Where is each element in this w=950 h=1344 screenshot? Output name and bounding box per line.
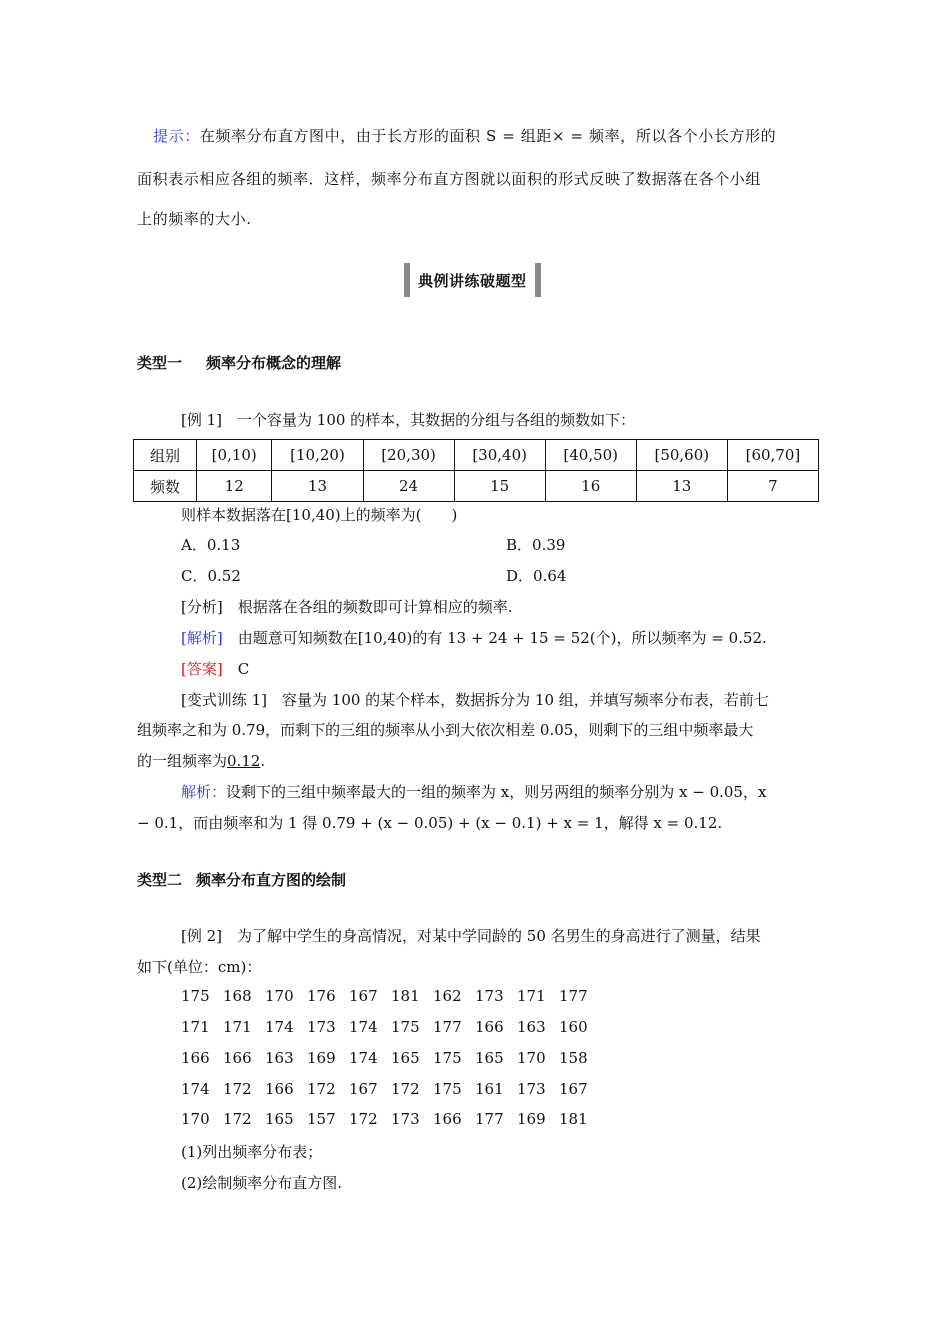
data-value: 163 [265, 1049, 294, 1067]
table-cell: [30,40) [454, 440, 545, 471]
section1-prefix: 类型一 [137, 354, 183, 372]
height-data-row [181, 1080, 601, 1098]
data-value: 165 [265, 1110, 294, 1128]
data-value: 175 [433, 1049, 462, 1067]
data-value: 181 [391, 987, 420, 1005]
height-data-row [181, 1049, 601, 1067]
solution-text: 由题意可知频数在[10,40)的有 13 + 24 + 15 = 52(个)，所以频率为 = 0.52. [222, 629, 767, 647]
data-value: 171 [223, 1018, 252, 1036]
data-value: 175 [391, 1018, 420, 1036]
data-value: 169 [307, 1049, 336, 1067]
table-row-counts [134, 471, 819, 502]
option-c: C．0.52 [181, 567, 241, 585]
table-cell: 15 [454, 471, 545, 502]
table-cell: 13 [272, 471, 363, 502]
variant1-line-2: 组频率之和为 0.79，而剩下的三组的频率从小到大依次相差 0.05，则剩下的三组中频率最大 [137, 721, 754, 739]
option-d: D．0.64 [506, 567, 567, 585]
height-data-row [181, 1110, 601, 1128]
hint-line-3: 上的频率的大小. [137, 210, 252, 228]
option-b: B．0.39 [506, 536, 566, 554]
data-value: 157 [307, 1110, 336, 1128]
data-value: 173 [307, 1018, 336, 1036]
data-value: 166 [475, 1018, 504, 1036]
table-cell: [20,30) [363, 440, 454, 471]
variant1-solution-label: 解析： [181, 783, 227, 801]
table-cell: 7 [727, 471, 818, 502]
table-cell: [40,50) [545, 440, 636, 471]
variant1-solution-line-1 [181, 781, 817, 803]
answer-text: C [222, 660, 250, 678]
hint-line-2: 面积表示相应各组的频率．这样，频率分布直方图就以面积的形式反映了数据落在各个小组 [137, 170, 762, 188]
data-value: 167 [349, 987, 378, 1005]
section2-title [137, 869, 346, 890]
table-cell: 24 [363, 471, 454, 502]
data-value: 162 [433, 987, 462, 1005]
data-value: 172 [223, 1080, 252, 1098]
example1-intro: [例 1] 一个容量为 100 的样本，其数据的分组与各组的频数如下： [181, 411, 636, 429]
table-cell: [60,70] [727, 440, 818, 471]
analysis-label: [分析] [181, 598, 223, 616]
hint-line-1 [137, 125, 817, 147]
solution-label: [解析] [181, 629, 223, 647]
table-row-groups [134, 440, 819, 471]
data-value: 181 [559, 1110, 588, 1128]
data-value: 158 [559, 1049, 588, 1067]
data-value: 165 [475, 1049, 504, 1067]
data-value: 165 [391, 1049, 420, 1067]
section1-heading: 频率分布概念的理解 [206, 354, 342, 372]
frequency-table [133, 439, 819, 502]
variant1-line3-suffix: . [260, 752, 266, 770]
hint-line1-text: 在频率分布直方图中，由于长方形的面积 S = 组距× = 频率，所以各个小长方形的 [199, 127, 777, 145]
section2-heading: 频率分布直方图的绘制 [196, 871, 347, 889]
banner-title: 典例讲练破题型 [418, 271, 527, 290]
table-cell: [10,20) [272, 440, 363, 471]
data-value: 166 [433, 1110, 462, 1128]
table-header-group: 组别 [134, 440, 197, 471]
table-header-count: 频数 [134, 471, 197, 502]
data-value: 173 [475, 987, 504, 1005]
data-value: 172 [223, 1110, 252, 1128]
height-data-row [181, 1018, 601, 1036]
data-value: 169 [517, 1110, 546, 1128]
data-value: 174 [349, 1049, 378, 1067]
data-value: 174 [349, 1018, 378, 1036]
data-value: 172 [349, 1110, 378, 1128]
variant1-answer: 0.12 [227, 752, 261, 770]
table-cell: 13 [636, 471, 727, 502]
data-value: 177 [433, 1018, 462, 1036]
data-value: 166 [181, 1049, 210, 1067]
data-value: 177 [475, 1110, 504, 1128]
option-a: A．0.13 [181, 536, 241, 554]
table-cell: [50,60) [636, 440, 727, 471]
table-cell: 12 [197, 471, 272, 502]
data-value: 170 [265, 987, 294, 1005]
data-value: 175 [181, 987, 210, 1005]
example2-task-2: (2)绘制频率分布直方图. [181, 1174, 343, 1192]
data-value: 174 [181, 1080, 210, 1098]
example2-line-2: 如下(单位：cm)： [137, 958, 262, 976]
data-value: 176 [307, 987, 336, 1005]
example1-analysis [181, 596, 817, 618]
data-value: 167 [349, 1080, 378, 1098]
data-value: 172 [391, 1080, 420, 1098]
data-value: 166 [223, 1049, 252, 1067]
table-cell: [0,10) [197, 440, 272, 471]
example2-task-1: (1)列出频率分布表； [181, 1143, 323, 1161]
height-data-row [181, 987, 601, 1005]
data-value: 171 [181, 1018, 210, 1036]
data-value: 171 [517, 987, 546, 1005]
data-value: 161 [475, 1080, 504, 1098]
data-value: 160 [559, 1018, 588, 1036]
example1-question: 则样本数据落在[10,40)上的频率为( ) [181, 506, 458, 524]
data-value: 177 [559, 987, 588, 1005]
data-value: 170 [517, 1049, 546, 1067]
data-value: 170 [181, 1110, 210, 1128]
hint-label: 提示： [153, 127, 200, 145]
data-value: 175 [433, 1080, 462, 1098]
variant1-line-1: [变式训练 1] 容量为 100 的某个样本，数据拆分为 10 组，并填写频率分布表，若前七 [181, 691, 769, 709]
example1-solution [181, 627, 817, 649]
variant1-solution-line1: 设剩下的三组中频率最大的一组的频率为 x，则另两组的频率分别为 x − 0.05，x [226, 783, 767, 801]
analysis-text: 根据落在各组的频数即可计算相应的频率. [222, 598, 513, 616]
data-value: 168 [223, 987, 252, 1005]
data-value: 173 [517, 1080, 546, 1098]
data-value: 166 [265, 1080, 294, 1098]
data-value: 172 [307, 1080, 336, 1098]
section-banner [404, 263, 541, 297]
data-value: 174 [265, 1018, 294, 1036]
section2-prefix: 类型二 [137, 871, 183, 889]
banner-right-bar [535, 263, 541, 297]
table-cell: 16 [545, 471, 636, 502]
data-value: 173 [391, 1110, 420, 1128]
answer-label: [答案] [181, 660, 223, 678]
variant1-line3-prefix: 的一组频率为 [137, 752, 228, 770]
section1-title [137, 352, 341, 373]
example1-answer [181, 658, 817, 680]
variant1-solution-line-2: − 0.1，而由频率和为 1 得 0.79 + (x − 0.05) + (x − 0.1) + x = 1，解得 x = 0.12. [137, 814, 723, 832]
data-value: 163 [517, 1018, 546, 1036]
data-value: 167 [559, 1080, 588, 1098]
example2-line-1: [例 2] 为了解中学生的身高情况，对某中学同龄的 50 名男生的身高进行了测量，结果 [181, 927, 761, 945]
variant1-line-3 [137, 750, 817, 772]
